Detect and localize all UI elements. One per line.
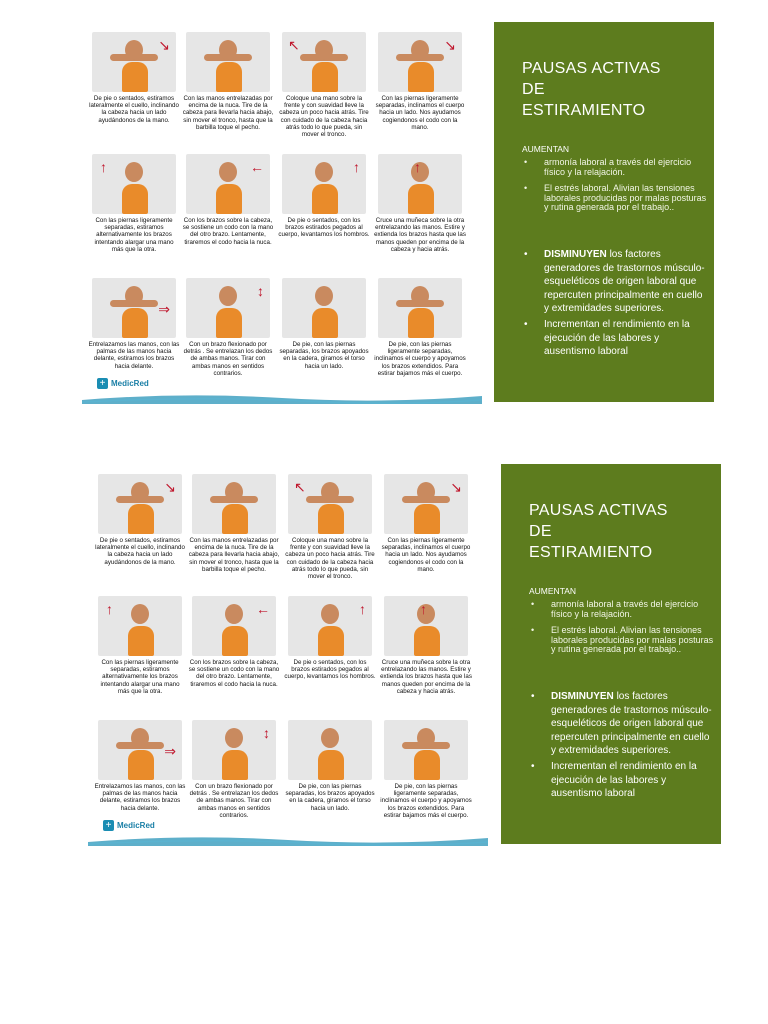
panel-title: PAUSAS ACTIVAS DE ESTIRAMIENTO — [522, 60, 661, 119]
list-item: • El estrés laboral. Alivian las tensiones laborales producidas por malas posturas y rutina generada por el trabajo.. — [524, 183, 707, 212]
exercise-caption: Con un brazo flexionado por detrás . Se entrelazan los dedos de ambas manos. Tirar con ambas manos en sentidos contrarios. — [183, 341, 273, 377]
exercise-illustration — [92, 32, 176, 92]
medical-cross-icon: + — [97, 378, 108, 389]
exercise-caption: Con las manos entrelazadas por encima de la nuca. Tire de la cabeza para llevarla hacia abajo, sin mover el tronco, hasta que la barbilla toque el pecho. — [188, 537, 280, 573]
exercise-caption: Entrelazamos las manos, con las palmas de las manos hacia delante, estiramos los brazos hacia delante. — [88, 341, 180, 370]
direction-arrow-icon: ↖ — [288, 37, 300, 53]
exercise-illustration — [384, 720, 468, 780]
exercise-cell — [188, 474, 280, 573]
direction-arrow-icon: ↕ — [257, 283, 264, 299]
exercise-illustration — [98, 720, 182, 780]
exercise-cell — [94, 596, 186, 695]
exercise-illustration — [378, 154, 462, 214]
direction-arrow-icon: ↑ — [353, 159, 360, 175]
list-item: • armonía laboral a través del ejercicio físico y la relajación. — [531, 599, 699, 619]
exercise-caption: De pie o sentados, estiramos lateralmente el cuello, inclinando la cabeza hacia un lado ayudándonos de la mano. — [89, 95, 179, 124]
exercise-cell — [380, 596, 472, 695]
exercise-illustration — [186, 278, 270, 338]
exercise-illustration — [288, 474, 372, 534]
exercise-caption: Con las piernas ligeramente separadas, estiramos alternativamente los brazos intentando alargar una mano más que la otra. — [94, 217, 174, 253]
exercise-caption: Coloque una mano sobre la frente y con suavidad lleve la cabeza un poco hacia atrás. Tire con cuidado de la cabeza hacia atrás todo lo que pueda, sin mover el tronco. — [285, 537, 375, 581]
direction-arrow-icon: ← — [256, 601, 270, 617]
medical-cross-icon: + — [103, 820, 114, 831]
direction-arrow-icon: ↑ — [106, 601, 113, 617]
exercise-cell — [278, 154, 370, 239]
exercise-cell — [182, 278, 274, 377]
exercise-caption: Con las manos entrelazadas por encima de la nuca. Tire de la cabeza para llevarla hacia abajo, sin mover el tronco, hasta que la barbilla toque el pecho. — [182, 95, 274, 131]
exercise-illustration — [98, 596, 182, 656]
direction-arrow-icon: ⇒ — [158, 301, 170, 317]
exercise-illustration — [282, 32, 366, 92]
exercise-cell — [374, 154, 466, 253]
exercise-caption: De pie o sentados, con los brazos estirados pegados al cuerpo, levantamos los hombros. — [278, 217, 370, 239]
exercise-cell — [374, 278, 466, 377]
list-item: • DISMINUYEN los factores generadores de trastornos músculo-esqueléticos de origen laboral que repercuten principalmente en cuello y extremidades superiores. — [531, 691, 712, 757]
exercise-cell — [188, 720, 280, 819]
exercise-cell — [380, 474, 472, 573]
exercise-cell — [88, 278, 180, 370]
aumentan-list — [522, 158, 707, 213]
exercise-illustration — [192, 596, 276, 656]
exercise-illustration — [92, 154, 176, 214]
exercise-cell — [284, 474, 376, 580]
effects-list — [522, 248, 707, 359]
exercise-illustration — [282, 154, 366, 214]
footer-wave — [82, 392, 482, 404]
exercise-illustration — [192, 720, 276, 780]
exercise-cell — [182, 154, 274, 246]
exercise-cell — [88, 154, 180, 253]
direction-arrow-icon: ↑ — [100, 159, 107, 175]
exercise-cell — [284, 596, 376, 681]
direction-arrow-icon: ↖ — [294, 479, 306, 495]
list-item: • Incrementan el rendimiento en la ejecución de las labores y ausentismo laboral — [524, 318, 690, 358]
exercise-illustration — [282, 278, 366, 338]
aumentan-list — [529, 600, 714, 655]
direction-arrow-icon: ← — [250, 159, 264, 175]
direction-arrow-icon: ↘ — [450, 479, 462, 495]
direction-arrow-icon: ↘ — [158, 37, 170, 53]
exercise-caption: De pie o sentados, estiramos lateralmente el cuello, inclinando la cabeza hacia un lado ayudándonos de la mano. — [95, 537, 185, 566]
exercise-cell — [94, 720, 186, 812]
exercise-caption: Cruce una muñeca sobre la otra entrelazando las manos. Estire y extienda los brazos hasta que las manos queden por encima de la cabeza y hacia atrás. — [374, 217, 466, 253]
exercise-caption: De pie o sentados, con los brazos estirados pegados al cuerpo, levantamos los hombros. — [284, 659, 376, 681]
exercise-sheet-1 — [82, 24, 482, 404]
exercise-cell — [278, 278, 370, 370]
list-item: • Incrementan el rendimiento en la ejecución de las labores y ausentismo laboral — [531, 760, 697, 800]
exercise-grid — [82, 24, 482, 396]
exercise-caption: Con las piernas ligeramente separadas, estiramos alternativamente los brazos intentando alargar una mano más que la otra. — [100, 659, 180, 695]
exercise-caption: Con los brazos sobre la cabeza, se sostiene un codo con la mano del otro brazo. Lentamente, tiraremos el codo hacia la nuca. — [182, 217, 274, 246]
exercise-illustration — [378, 278, 462, 338]
direction-arrow-icon: ↕ — [263, 725, 270, 741]
exercise-sheet-2 — [88, 466, 488, 846]
footer-wave — [88, 834, 488, 846]
exercise-caption: De pie, con las piernas separadas, los brazos apoyados en la cadera, giramos el torso hacia un lado. — [279, 341, 369, 370]
medicred-logo — [103, 818, 155, 832]
exercise-illustration — [378, 32, 462, 92]
list-item: • El estrés laboral. Alivian las tensiones laborales producidas por malas posturas y rutina generada por el trabajo.. — [531, 625, 714, 654]
exercise-cell — [88, 32, 180, 124]
list-item: • armonía laboral a través del ejercicio físico y la relajación. — [524, 157, 692, 177]
exercise-grid — [88, 466, 488, 838]
info-panel-1 — [494, 22, 714, 402]
logo-text: MedicRed — [117, 820, 155, 830]
exercise-caption: Con las piernas ligeramente separadas, inclinamos el cuerpo hacia un lado. Nos ayudamos cogiendonos el codo con la mano. — [375, 95, 465, 131]
exercise-caption: Con las piernas ligeramente separadas, inclinamos el cuerpo hacia un lado. Nos ayudamos cogiendonos el codo con la mano. — [381, 537, 471, 573]
exercise-caption: De pie, con las piernas ligeramente separadas, inclinamos el cuerpo y apoyamos los brazos extendidos. Para estirar bajamos más el cuerpo. — [374, 341, 466, 377]
direction-arrow-icon: ↘ — [444, 37, 456, 53]
exercise-cell — [374, 32, 466, 131]
exercise-caption: Coloque una mano sobre la frente y con suavidad lleve la cabeza un poco hacia atrás. Tire con cuidado de la cabeza hacia atrás todo lo que pueda, sin mover el tronco. — [279, 95, 369, 139]
exercise-illustration — [384, 474, 468, 534]
exercise-cell — [284, 720, 376, 812]
exercise-caption: Cruce una muñeca sobre la otra entrelazando las manos. Estire y extienda los brazos hasta que las manos queden por encima de la cabeza y hacia atrás. — [380, 659, 472, 695]
direction-arrow-icon: ↑ — [414, 159, 421, 175]
exercise-caption: De pie, con las piernas separadas, los brazos apoyados en la cadera, giramos el torso hacia un lado. — [285, 783, 375, 812]
exercise-caption: Con los brazos sobre la cabeza, se sostiene un codo con la mano del otro brazo. Lentamente, tiraremos el codo hacia la nuca. — [188, 659, 280, 688]
exercise-illustration — [288, 720, 372, 780]
direction-arrow-icon: ↑ — [359, 601, 366, 617]
exercise-illustration — [384, 596, 468, 656]
direction-arrow-icon: ↑ — [420, 601, 427, 617]
exercise-illustration — [186, 32, 270, 92]
exercise-cell — [380, 720, 472, 819]
aumentan-label: AUMENTAN — [529, 586, 577, 596]
exercise-illustration — [192, 474, 276, 534]
exercise-caption: Entrelazamos las manos, con las palmas de las manos hacia delante, estiramos los brazos hacia delante. — [94, 783, 186, 812]
info-panel-2 — [501, 464, 721, 844]
aumentan-label: AUMENTAN — [522, 144, 570, 154]
exercise-cell — [188, 596, 280, 688]
panel-title: PAUSAS ACTIVAS DE ESTIRAMIENTO — [529, 502, 668, 561]
logo-text: MedicRed — [111, 378, 149, 388]
exercise-cell — [182, 32, 274, 131]
exercise-caption: Con un brazo flexionado por detrás . Se entrelazan los dedos de ambas manos. Tirar con ambas manos en sentidos contrarios. — [189, 783, 279, 819]
direction-arrow-icon: ⇒ — [164, 743, 176, 759]
exercise-illustration — [92, 278, 176, 338]
exercise-illustration — [98, 474, 182, 534]
exercise-illustration — [186, 154, 270, 214]
exercise-caption: De pie, con las piernas ligeramente separadas, inclinamos el cuerpo y apoyamos los brazos extendidos. Para estirar bajamos más el cuerpo. — [380, 783, 472, 819]
list-item: • DISMINUYEN los factores generadores de trastornos músculo-esqueléticos de origen laboral que repercuten principalmente en cuello y extremidades superiores. — [524, 249, 705, 315]
direction-arrow-icon: ↘ — [164, 479, 176, 495]
exercise-cell — [94, 474, 186, 566]
medicred-logo — [97, 376, 149, 390]
exercise-cell — [278, 32, 370, 138]
exercise-illustration — [288, 596, 372, 656]
effects-list — [529, 690, 714, 801]
